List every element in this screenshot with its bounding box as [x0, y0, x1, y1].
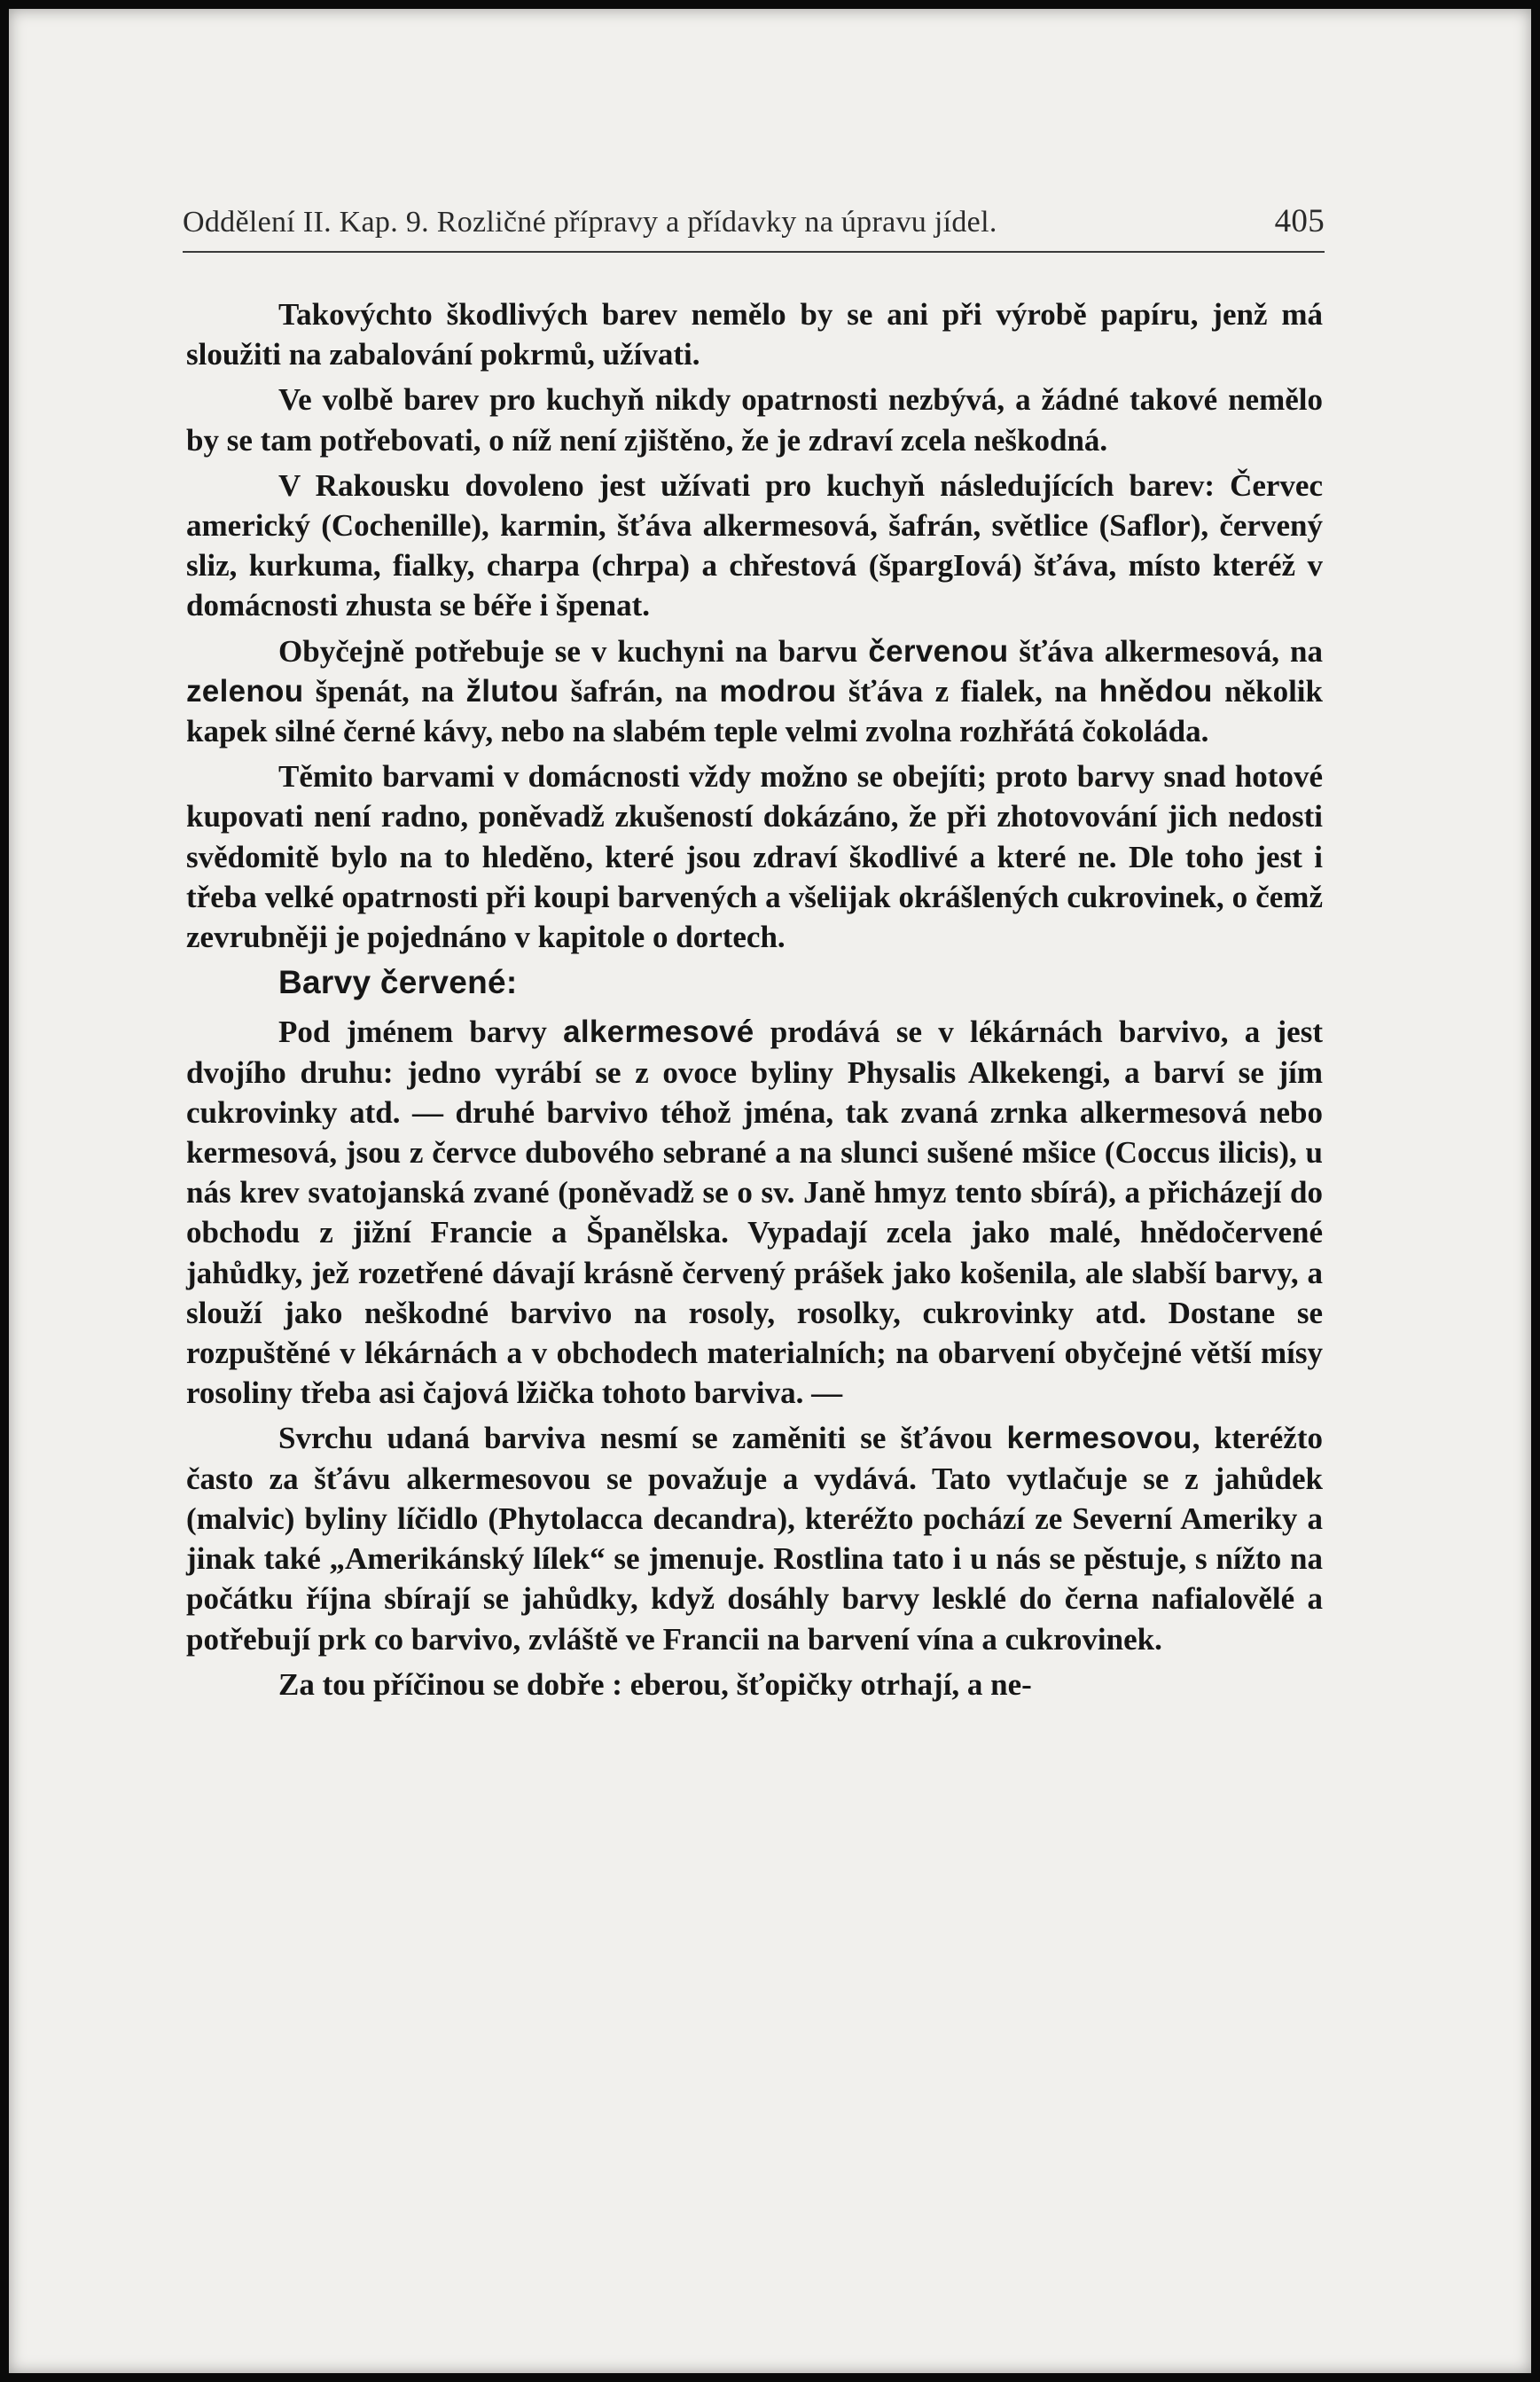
book-page [9, 9, 1531, 2373]
text-run: Pod jménem barvy [278, 1015, 564, 1050]
text-run: špenát, na [303, 673, 466, 709]
text-run: šťáva z fialek, na [836, 673, 1099, 709]
paragraph-4 [186, 631, 1323, 752]
emphasis-hnedou: hnědou [1098, 673, 1213, 709]
page-body [186, 294, 1323, 1710]
section-heading-text: Barvy červené: [278, 964, 518, 1001]
running-title: Oddělení II. Kap. 9. Rozličné přípravy a přídavky na úpravu jídel. [183, 206, 997, 239]
emphasis-modrou: modrou [719, 673, 837, 709]
paragraph-2: Ve volbě barev pro kuchyň nikdy opatrnosti nezbývá, a žádné takové nemělo by se tam potřebovati, o níž není zjištěno, že je zdraví zcela neškodná. [186, 382, 1323, 458]
section-heading [186, 962, 1323, 1003]
paragraph-6 [186, 1012, 1323, 1413]
emphasis-zelenou: zelenou [186, 673, 304, 709]
text-run: několik kapek silné černé kávy, nebo na slabém teple velmi zvolna rozhřátá čokoláda. [186, 673, 1323, 749]
paragraph-8: Za tou příčinou se dobře : eberou, šťopičky otrhají, a ne- [278, 1666, 1032, 1702]
text-run: šťáva alkermesová, na [1008, 633, 1323, 669]
emphasis-kermesovou: kermesovou [1006, 1421, 1192, 1456]
paragraph-1: Takovýchto škodlivých barev nemělo by se ani při výrobě papíru, jenž má sloužiti na zabalování pokrmů, užívati. [186, 297, 1323, 372]
text-run: Obyčejně potřebuje se v kuchyni na barvu [278, 633, 869, 669]
emphasis-zlutou: žlutou [465, 673, 559, 709]
text-run: šafrán, na [559, 673, 720, 709]
text-run: Svrchu udaná barviva nesmí se zaměniti se šťávou [278, 1421, 1007, 1456]
paragraph-7 [186, 1418, 1323, 1658]
emphasis-alkermesove: alkermesové [563, 1015, 754, 1050]
emphasis-cervenou: červenou [868, 633, 1009, 669]
page-number: 405 [1274, 203, 1325, 239]
paragraph-3: V Rakousku dovoleno jest užívati pro kuchyň následujících barev: Červec americký (Cochenille), karmin, šťáva alkermesová, šafrán, světlice (Saflor), červený sliz, kurkuma, fialky, charpa (chrpa) a chřestová (špargIová) šťáva, místo kteréž v domácnosti zhusta se béře i špenat. [186, 467, 1323, 623]
running-header [183, 202, 1325, 253]
paragraph-5: Těmito barvami v domácnosti vždy možno se obejíti; proto barvy snad hotové kupovati není radno, poněvadž zkušeností dokázáno, že při zhotovování jich nedosti svědomitě bylo na to hleděno, které jsou zdraví škodlivé a které ne. Dle toho jest i třeba velké opatrnosti při koupi barvených a všelijak okrášlených cukrovinek, o čemž zevrubněji je pojednáno v kapitole o dortech. [186, 759, 1323, 955]
text-run: , kteréžto často za šťávu alkermesovou se považuje a vydává. Tato vytlačuje se z jahůdek (malvic) byliny líčidlo (Phytolacca decandra), kteréžto pochází ze Severní Ameriky a jinak také „Amerikánský lílek“ se jmenuje. Rostlina tato i u nás se pěstuje, s nížto na počátku října sbírají se jahůdky, když dosáhly barvy lesklé do černa nafialovělé a potřebují prk co barvivo, zvláště ve Francii na barvení vína a cukrovinek. [186, 1421, 1323, 1657]
text-run: prodává se v lékárnách barvivo, a jest dvojího druhu: jedno vyrábí se z ovoce byliny Physalis Alkekengi, a barví se jím cukrovinky atd. — druhé barvivo téhož jména, tak zvaná zrnka alkermesová nebo kermesová, jsou z červce dubového sebrané a na slunci sušené mšice (Coccus ilicis), u nás krev svatojanská zvané (poněvadž se o sv. Janě hmyz tento sbírá), a přicházejí do obchodu z jižní Francie a Španělska. Vypadají zcela jako malé, hnědočervené jahůdky, jež rozetřené dávají krásně červený prášek jako košenila, ale slabší barvy, a slouží jako neškodné barvivo na rosoly, rosolky, cukrovinky atd. Dostane se rozpuštěné v lékárnách a v obchodech materialních; na obarvení obyčejné větší mísy rosoliny třeba asi čajová lžička tohoto barviva. — [186, 1015, 1323, 1411]
